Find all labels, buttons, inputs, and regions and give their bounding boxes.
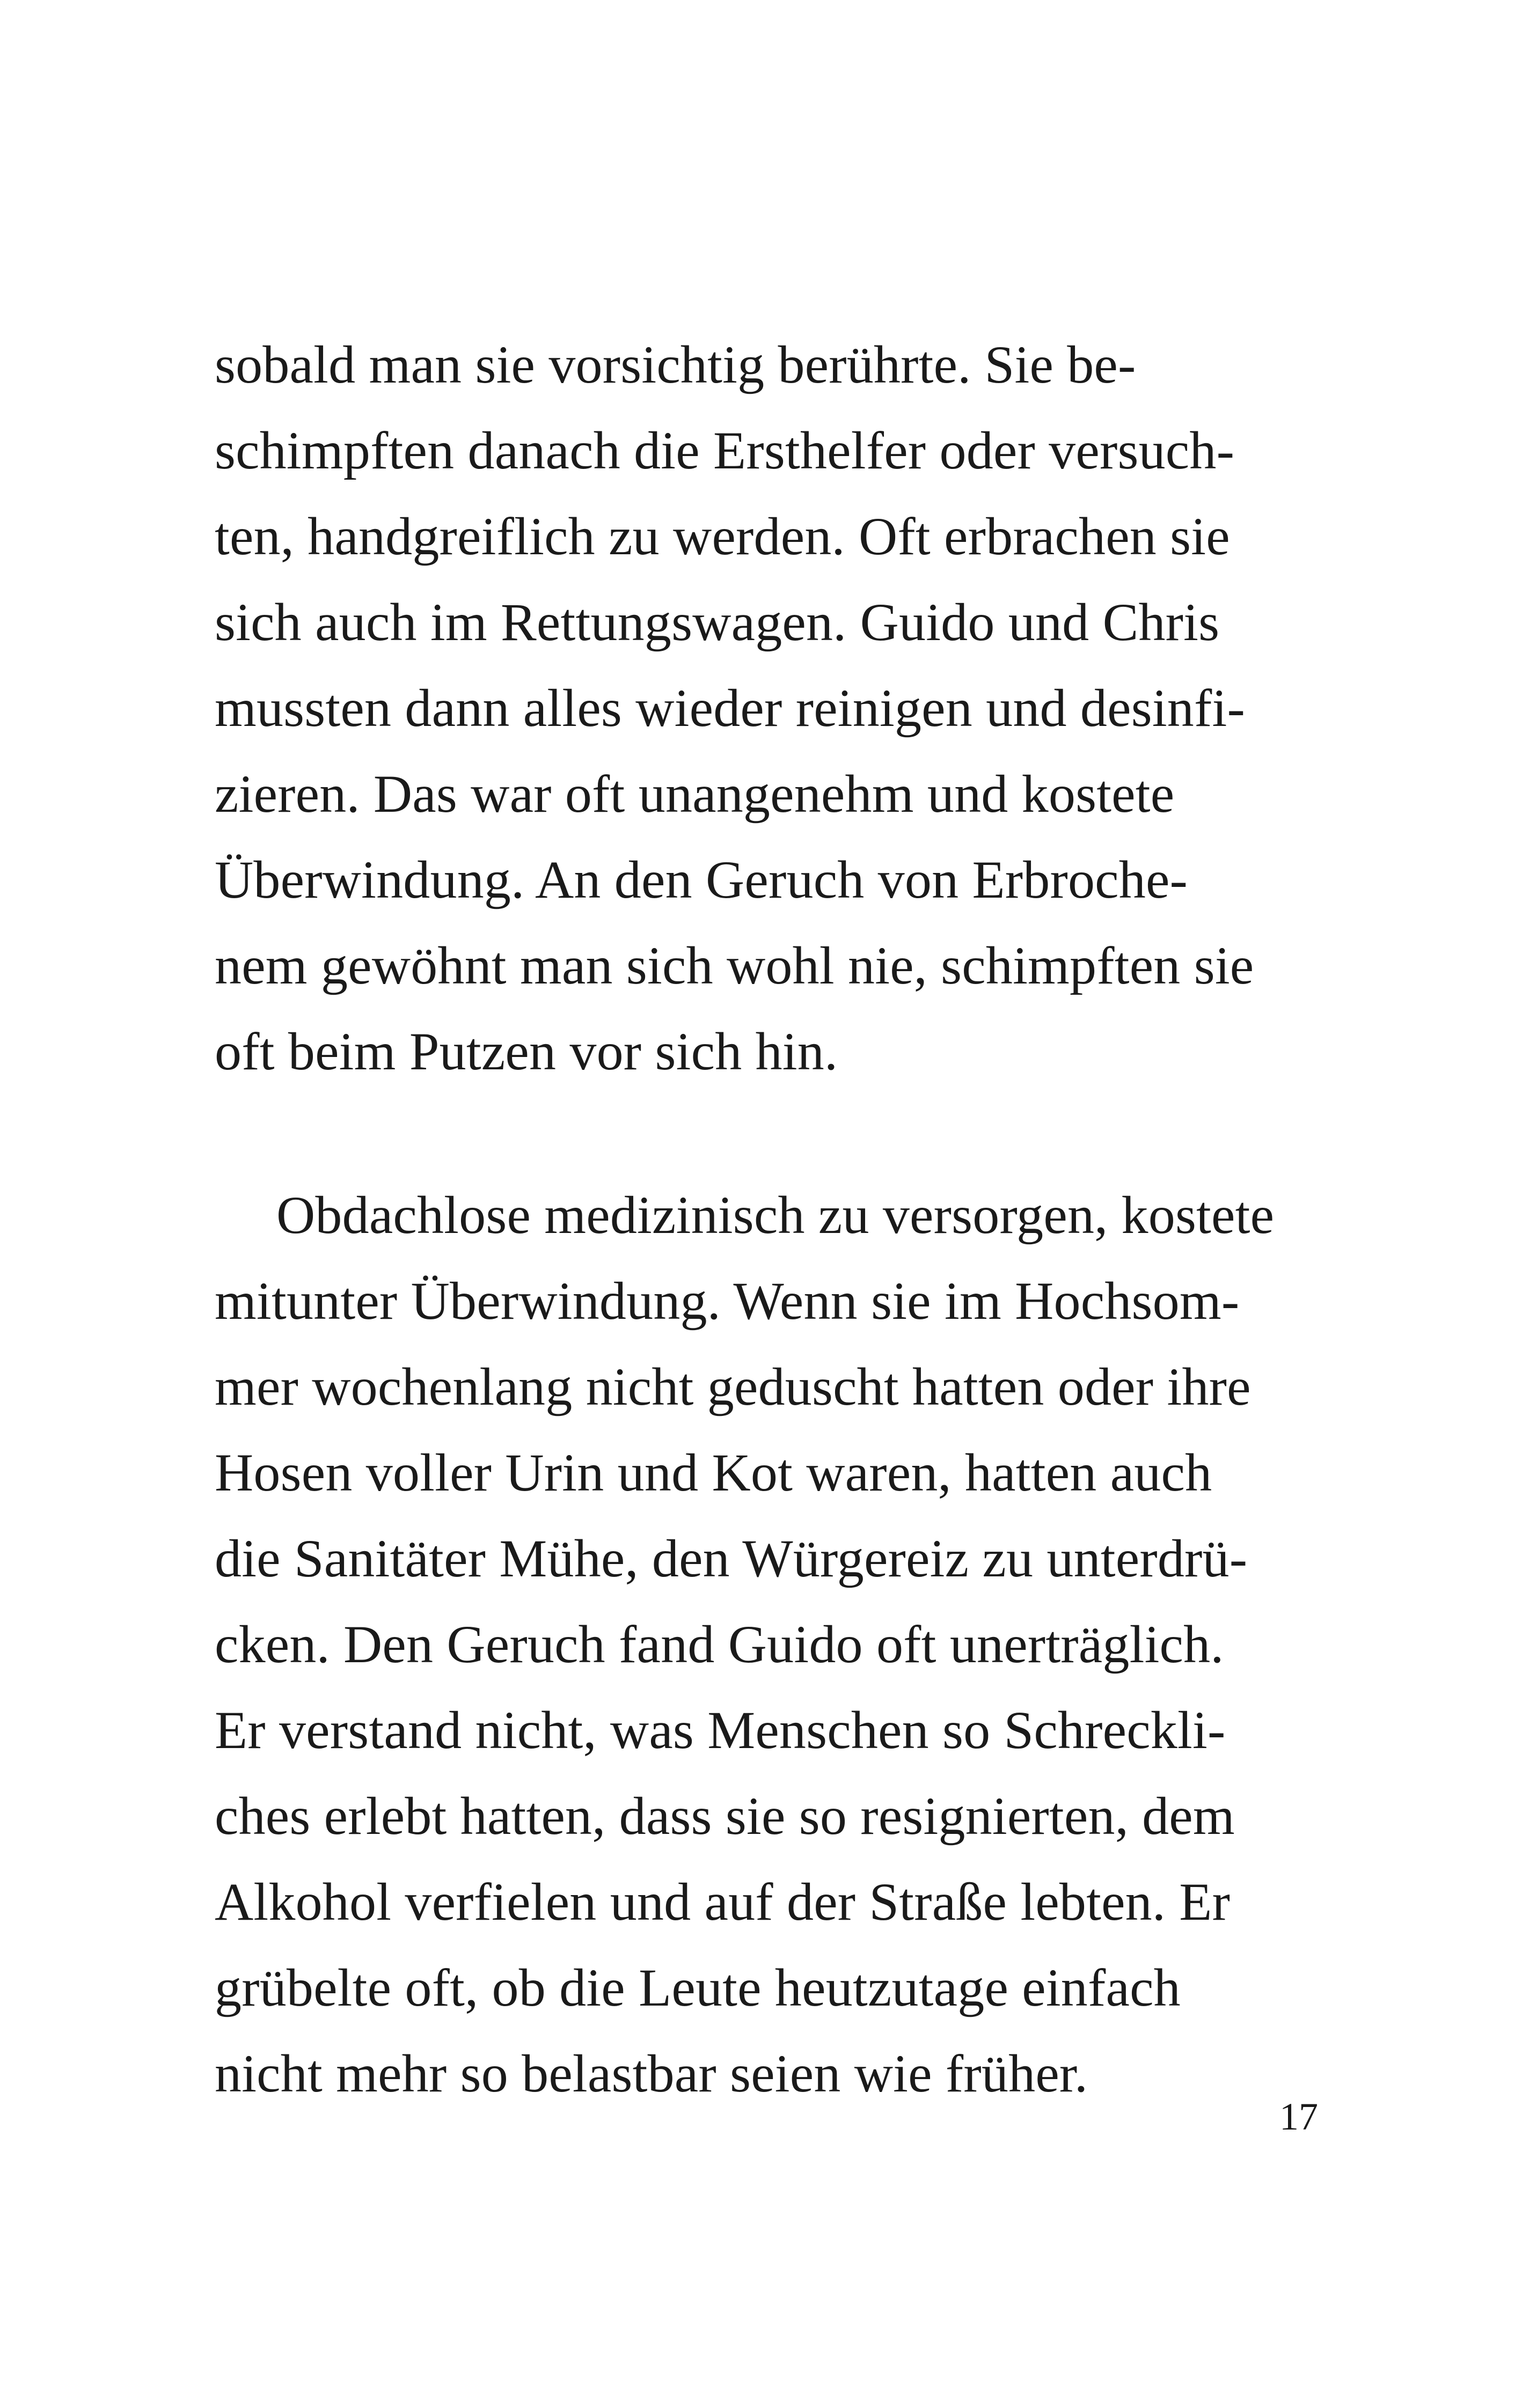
text-line: mer wochenlang nicht geduscht hatten oder ihre (215, 1357, 1251, 1416)
paragraph-spacer (215, 1095, 1331, 1172)
text-line: cken. Den Geruch fand Guido oft unerträglich. (215, 1614, 1224, 1674)
text-line: Alkohol verfielen und auf der Straße lebten. Er (215, 1872, 1231, 1932)
text-line: schimpften danach die Ersthelfer oder versuch- (215, 421, 1235, 480)
body-text (215, 322, 1331, 2117)
text-line: ches erlebt hatten, dass sie so resignierten, dem (215, 1786, 1235, 1846)
text-line: sobald man sie vorsichtig berührte. Sie be- (215, 335, 1136, 394)
text-line: die Sanitäter Mühe, den Würgereiz zu unterdrü- (215, 1529, 1248, 1588)
paragraph-2 (215, 1172, 1331, 2117)
text-line: sich auch im Rettungswagen. Guido und Chris (215, 592, 1220, 652)
text-line: oft beim Putzen vor sich hin. (215, 1022, 838, 1081)
text-line: mussten dann alles wieder reinigen und desinfi- (215, 678, 1245, 738)
text-line: Obdachlose medizinisch zu versorgen, kostete (276, 1185, 1275, 1245)
paragraph-1 (215, 322, 1331, 1095)
text-line: zieren. Das war oft unangenehm und kostete (215, 764, 1175, 824)
text-line: mitunter Überwindung. Wenn sie im Hochsom- (215, 1271, 1240, 1331)
text-line: Überwindung. An den Geruch von Erbroche- (215, 850, 1188, 909)
text-line: ten, handgreiflich zu werden. Oft erbrachen sie (215, 506, 1230, 566)
text-line: nicht mehr so belastbar seien wie früher. (215, 2044, 1088, 2103)
page-number: 17 (1279, 2095, 1318, 2138)
text-line: Hosen voller Urin und Kot waren, hatten auch (215, 1443, 1212, 1502)
text-line: Er verstand nicht, was Menschen so Schreckli- (215, 1700, 1226, 1760)
text-line: grübelte oft, ob die Leute heutzutage einfach (215, 1958, 1181, 2017)
text-line: nem gewöhnt man sich wohl nie, schimpften sie (215, 936, 1254, 995)
